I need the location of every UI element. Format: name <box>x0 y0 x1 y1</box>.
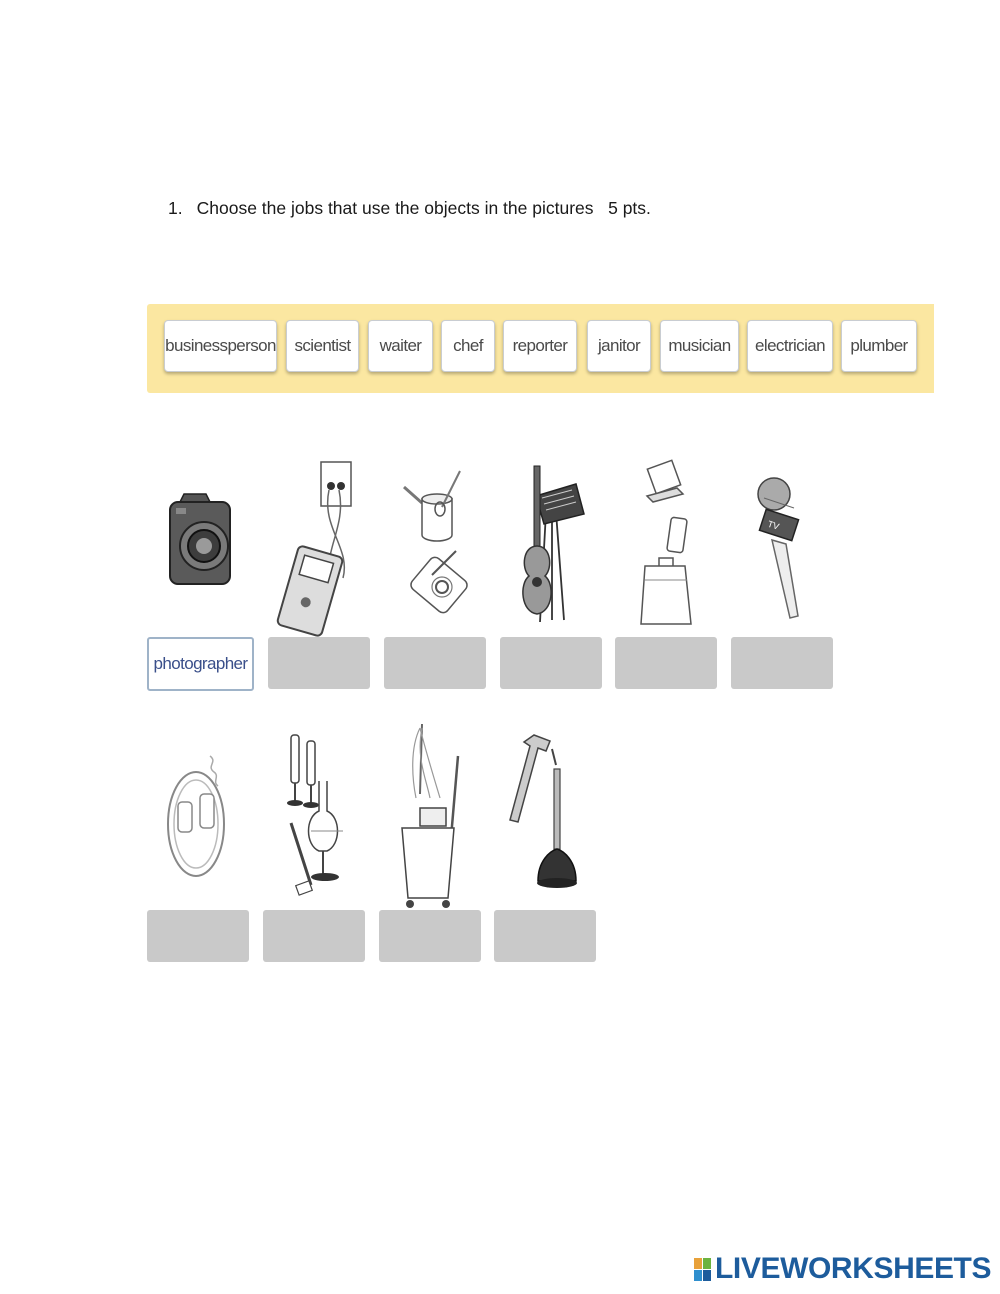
wrench-plunger-icon <box>508 731 578 905</box>
logo-text: LIVEWORKSHEETS <box>715 1252 992 1285</box>
answer-box-5[interactable] <box>615 637 717 689</box>
laptop-briefcase-icon <box>639 462 699 630</box>
svg-text:TV: TV <box>766 518 781 532</box>
word-chip-musician[interactable]: musician <box>660 320 739 372</box>
answer-box-9[interactable] <box>379 910 481 962</box>
mop-bucket-icon <box>398 722 462 912</box>
question-heading <box>168 198 651 219</box>
answer-box-1[interactable]: photographer <box>147 637 254 691</box>
word-chip-chef[interactable]: chef <box>441 320 495 372</box>
answer-box-4[interactable] <box>500 637 602 689</box>
word-chip-waiter[interactable]: waiter <box>368 320 433 372</box>
word-chip-janitor[interactable]: janitor <box>587 320 651 372</box>
lab-equipment-icon <box>283 731 347 901</box>
word-chip-plumber[interactable]: plumber <box>841 320 917 372</box>
word-chip-scientist[interactable]: scientist <box>286 320 359 372</box>
logo-mark-icon <box>694 1258 711 1281</box>
answer-box-3[interactable] <box>384 637 486 689</box>
multimeter-icon <box>281 458 361 636</box>
guitar-music-stand-icon <box>516 462 586 624</box>
word-chip-businessperson[interactable]: businessperson <box>164 320 277 372</box>
tv-microphone-icon <box>756 474 806 619</box>
answer-box-7[interactable] <box>147 910 249 962</box>
serving-tray-icon <box>166 754 230 880</box>
answer-box-10[interactable] <box>494 910 596 962</box>
question-text: Choose the jobs that use the objects in the pictures 5 pts. <box>196 198 651 218</box>
camera-icon <box>166 488 236 588</box>
cooking-utensils-icon <box>402 465 472 627</box>
word-chip-electrician[interactable]: electrician <box>747 320 833 372</box>
liveworksheets-logo <box>694 1254 991 1284</box>
answer-box-8[interactable] <box>263 910 365 962</box>
question-number: 1. <box>168 198 183 218</box>
word-bank <box>147 304 934 393</box>
answer-box-6[interactable] <box>731 637 833 689</box>
word-chip-reporter[interactable]: reporter <box>503 320 577 372</box>
answer-box-2[interactable] <box>268 637 370 689</box>
